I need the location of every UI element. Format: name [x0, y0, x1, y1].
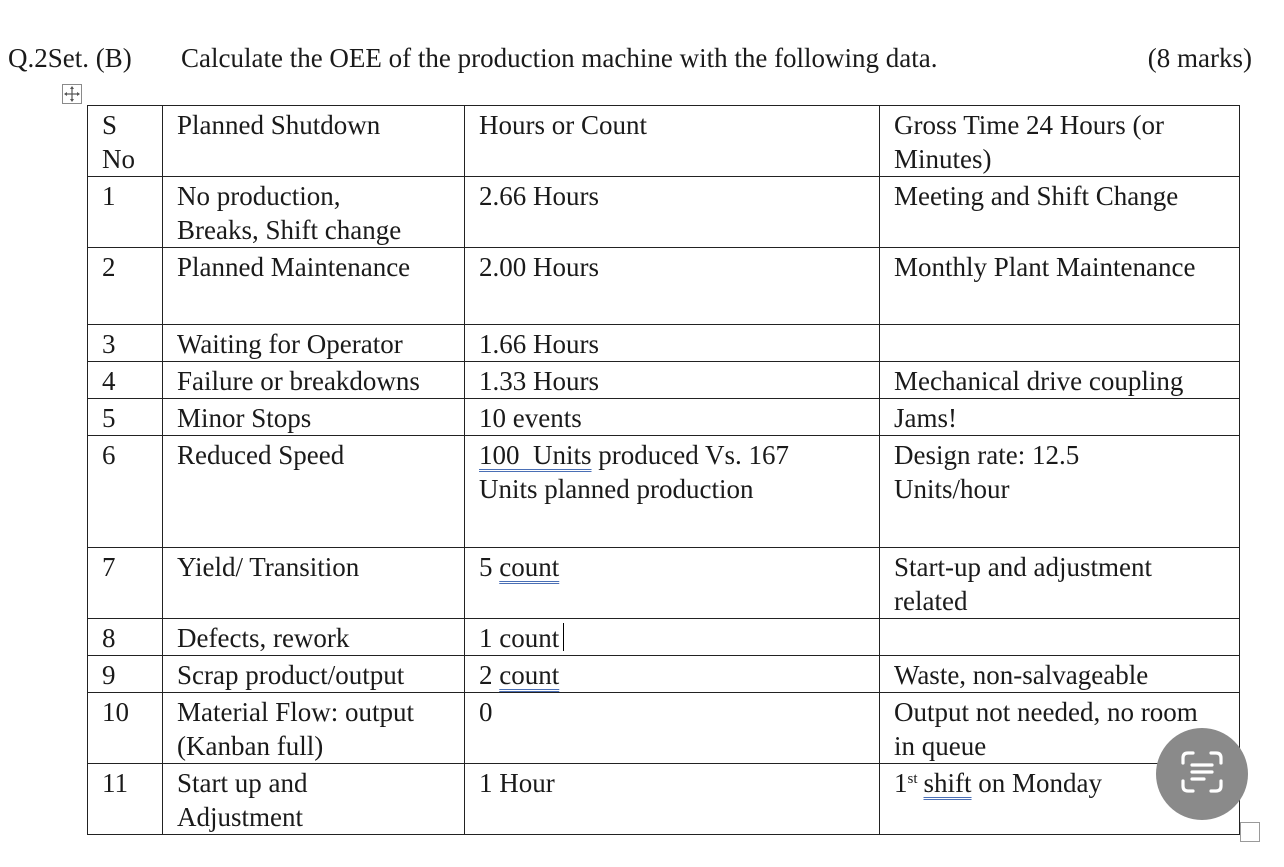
- row-sno: 2: [88, 248, 163, 325]
- row-sno: 5: [88, 399, 163, 436]
- question-number: Q.2Set. (B): [8, 43, 132, 73]
- table-row: [88, 325, 1240, 362]
- text-scan-icon: [1177, 747, 1227, 802]
- header-note: Gross Time 24 Hours (or Minutes): [880, 106, 1240, 177]
- text-cursor: [563, 623, 564, 651]
- row-item: Start up and Adjustment: [163, 764, 465, 835]
- table-row: [88, 399, 1240, 436]
- row-value: 0: [465, 693, 880, 764]
- oee-data-table: [87, 105, 1240, 835]
- spellcheck-underlined-text: count: [499, 552, 560, 582]
- table-row: [88, 548, 1240, 619]
- header-item: Planned Shutdown: [163, 106, 465, 177]
- row-item: Failure or breakdowns: [163, 362, 465, 399]
- question-text: Calculate the OEE of the production machine with the following data.: [181, 43, 938, 73]
- row-note: Output not needed, no room in queue: [880, 693, 1240, 764]
- question-marks: (8 marks): [1147, 43, 1252, 73]
- row-value: 5 count: [465, 548, 880, 619]
- row-sno: 6: [88, 436, 163, 548]
- row-sno: 3: [88, 325, 163, 362]
- table-row: [88, 693, 1240, 764]
- table-row: [88, 619, 1240, 656]
- row-item: Reduced Speed: [163, 436, 465, 548]
- row-value: 10 events: [465, 399, 880, 436]
- spellcheck-underlined-text: 100 Units: [479, 440, 592, 470]
- row-item: Waiting for Operator: [163, 325, 465, 362]
- spellcheck-underlined-text: count: [499, 660, 560, 690]
- row-note: Meeting and Shift Change: [880, 177, 1240, 248]
- row-item: Defects, rework: [163, 619, 465, 656]
- row-value: 2.66 Hours: [465, 177, 880, 248]
- row-value: 1 Hour: [465, 764, 880, 835]
- row-note: Design rate: 12.5 Units/hour: [880, 436, 1240, 548]
- row-item: Yield/ Transition: [163, 548, 465, 619]
- row-note: Monthly Plant Maintenance: [880, 248, 1240, 325]
- row-sno: 4: [88, 362, 163, 399]
- table-header-row: [88, 106, 1240, 177]
- table-move-icon[interactable]: [62, 84, 82, 104]
- row-sno: 1: [88, 177, 163, 248]
- text-scan-button[interactable]: [1156, 728, 1248, 820]
- row-value: 2 count: [465, 656, 880, 693]
- header-sno: S No: [88, 106, 163, 177]
- question-heading: [8, 38, 1252, 78]
- row-note: Waste, non-salvageable: [880, 656, 1240, 693]
- table-row: [88, 248, 1240, 325]
- row-value: 1.66 Hours: [465, 325, 880, 362]
- table-row: [88, 177, 1240, 248]
- spellcheck-underlined-text: shift: [923, 768, 972, 798]
- table-row: [88, 656, 1240, 693]
- row-sno: 8: [88, 619, 163, 656]
- row-note: Mechanical drive coupling: [880, 362, 1240, 399]
- table-row: [88, 436, 1240, 548]
- row-sno: 10: [88, 693, 163, 764]
- row-item: Planned Maintenance: [163, 248, 465, 325]
- row-item: Material Flow: output (Kanban full): [163, 693, 465, 764]
- row-value: 1.33 Hours: [465, 362, 880, 399]
- table-row: [88, 362, 1240, 399]
- row-value: 100 Units produced Vs. 167 Units planned production: [465, 436, 880, 548]
- row-item: Scrap product/output: [163, 656, 465, 693]
- header-value: Hours or Count: [465, 106, 880, 177]
- row-note: Jams!: [880, 399, 1240, 436]
- row-sno: 7: [88, 548, 163, 619]
- row-value: 2.00 Hours: [465, 248, 880, 325]
- row-value: 1 count: [465, 619, 880, 656]
- row-note: [880, 325, 1240, 362]
- row-note: [880, 619, 1240, 656]
- row-item: No production, Breaks, Shift change: [163, 177, 465, 248]
- row-sno: 9: [88, 656, 163, 693]
- row-sno: 11: [88, 764, 163, 835]
- row-note: 1st shift on Monday: [880, 764, 1240, 835]
- row-item: Minor Stops: [163, 399, 465, 436]
- resize-handle-icon[interactable]: [1240, 822, 1260, 842]
- row-note: Start-up and adjustment related: [880, 548, 1240, 619]
- table-row: [88, 764, 1240, 835]
